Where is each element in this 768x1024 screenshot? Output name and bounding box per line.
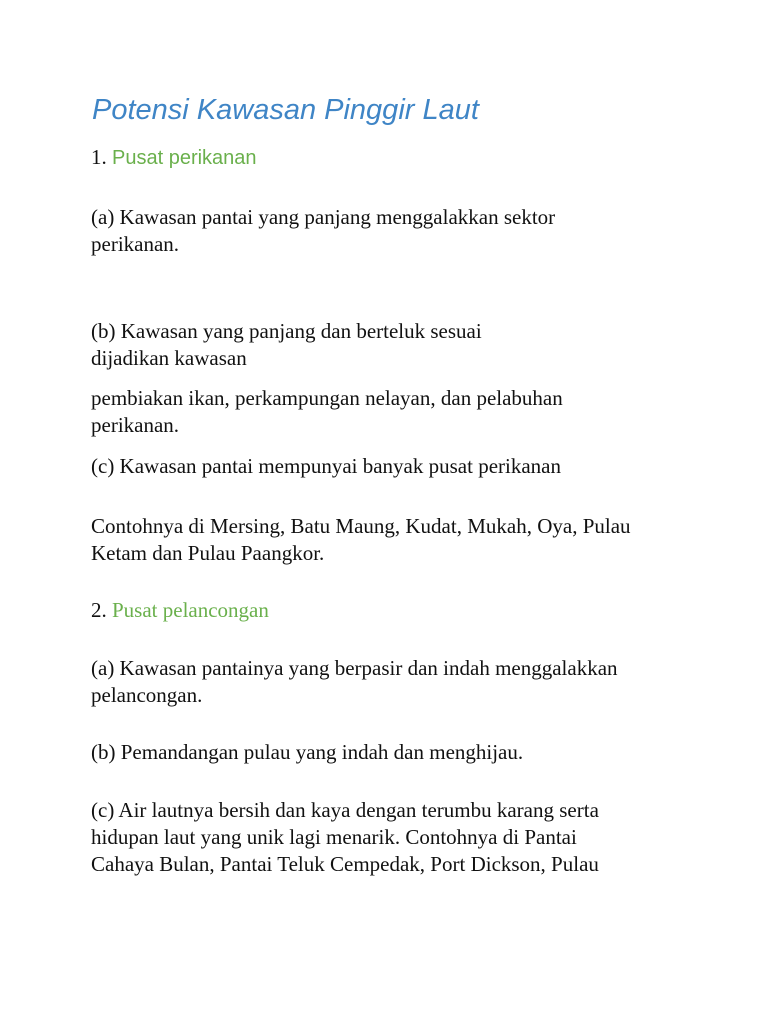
- paragraph-line: (a) Kawasan pantai yang panjang menggalakkan sektor: [91, 205, 556, 229]
- paragraph-line: Contohnya di Mersing, Batu Maung, Kudat, Mukah, Oya, Pulau: [91, 514, 631, 538]
- paragraph-line: perikanan.: [91, 413, 180, 437]
- paragraph-line: Ketam dan Pulau Paangkor.: [91, 541, 325, 565]
- paragraph-2c: [91, 797, 599, 878]
- paragraph-line: dijadikan kawasan: [91, 346, 247, 370]
- paragraph-line: (b) Kawasan yang panjang dan berteluk sesuai: [91, 319, 482, 343]
- paragraph-1a: [91, 204, 555, 258]
- paragraph-line: (b) Pemandangan pulau yang indah dan menghijau.: [91, 740, 524, 764]
- paragraph-line: (c) Kawasan pantai mempunyai banyak pusat perikanan: [91, 454, 561, 478]
- section-heading-perikanan: [91, 143, 257, 172]
- section-label: Pusat pelancongan: [112, 598, 269, 622]
- paragraph-line: (c) Air lautnya bersih dan kaya dengan terumbu karang serta: [91, 798, 599, 822]
- page-title: Potensi Kawasan Pinggir Laut: [92, 94, 479, 126]
- section-label: Pusat perikanan: [112, 147, 257, 169]
- paragraph-2b: [91, 739, 523, 766]
- paragraph-1b-continued: [91, 385, 563, 439]
- paragraph-line: pelancongan.: [91, 683, 203, 707]
- section-number: 1.: [91, 145, 107, 169]
- section-heading-pelancongan: [91, 596, 269, 624]
- paragraph-1b: [91, 318, 482, 372]
- section-number: 2.: [91, 598, 107, 622]
- paragraph-line: hidupan laut yang unik lagi menarik. Contohnya di Pantai: [91, 825, 577, 849]
- paragraph-1c: [91, 453, 561, 480]
- paragraph-line: Cahaya Bulan, Pantai Teluk Cempedak, Port Dickson, Pulau: [91, 852, 599, 876]
- paragraph-line: pembiakan ikan, perkampungan nelayan, dan pelabuhan: [91, 386, 563, 410]
- paragraph-1-example: [91, 513, 631, 567]
- paragraph-line: (a) Kawasan pantainya yang berpasir dan indah menggalakkan: [91, 656, 618, 680]
- paragraph-2a: [91, 655, 618, 709]
- paragraph-line: perikanan.: [91, 232, 180, 256]
